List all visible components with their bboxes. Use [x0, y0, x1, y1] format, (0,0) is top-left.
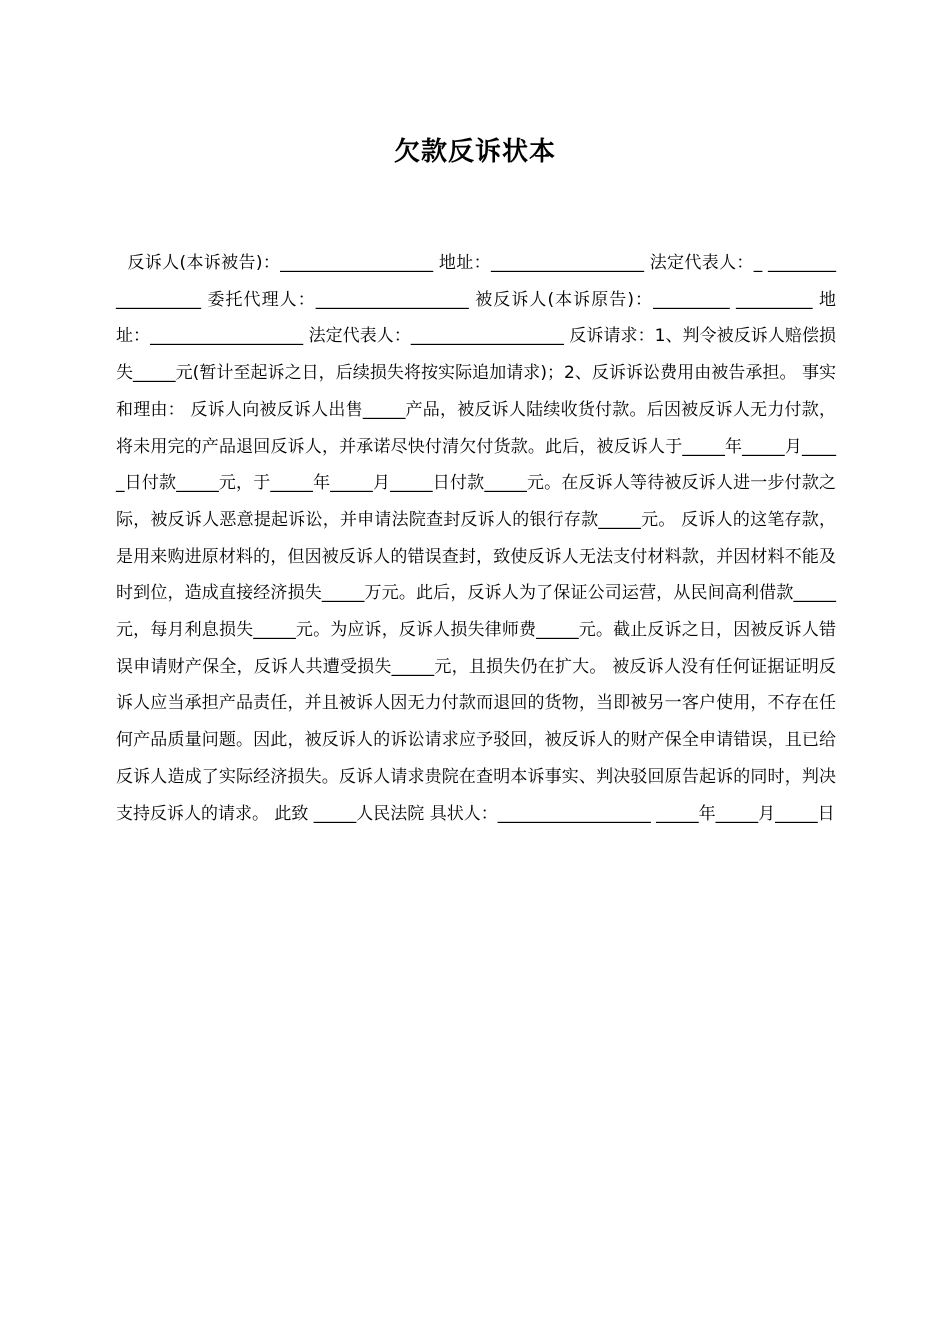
document-title: 欠款反诉状本 — [393, 137, 556, 167]
document-body: 反诉人(本诉被告)：__________________ 地址：__________________ 法定代表人：_ __________________ 委托代理人：__________________ 被反诉人(本诉原告)：_________ _________ 地址：__________________ 法定代表人：__________________ 反诉请求：1、判令被反诉人赔偿损失_____元(暂计至起诉之日，后续损失将按实际追加请求)；2、反诉诉讼费用由被告承担。 事实和理由： 反诉人向被反诉人出售_____产品，被反诉人陆续收货付款。后因被反诉人无力付款，将未用完的产品退回反诉人，并承诺尽快付清欠付货款。此后，被反诉人于_____年_____月_____日付款_____元，于_____年_____月_____日付款_____元。在反诉人等待被反诉人进一步付款之际，被反诉人恶意提起诉讼，并申请法院查封反诉人的银行存款_____元。 反诉人的这笔存款，是用来购进原材料的，但因被反诉人的错误查封，致使反诉人无法支付材料款，并因材料不能及时到位，造成直接经济损失_____万元。此后，反诉人为了保证公司运营，从民间高利借款_____元，每月利息损失_____元。为应诉，反诉人损失律师费_____元。截止反诉之日，因被反诉人错误申请财产保全，反诉人共遭受损失_____元，且损失仍在扩大。 被反诉人没有任何证据证明反诉人应当承担产品责任，并且被诉人因无力付款而退回的货物，当即被另一客户使用，不存在任何产品质量问题。因此，被反诉人的诉讼请求应予驳回，被反诉人的财产保全申请错误，且已给反诉人造成了实际经济损失。反诉人请求贵院在查明本诉事实、判决驳回原告起诉的同时，判决支持反诉人的请求。 此致 _____人民法院 具状人：__________________ _____年_____月_____日 — [116, 253, 836, 824]
